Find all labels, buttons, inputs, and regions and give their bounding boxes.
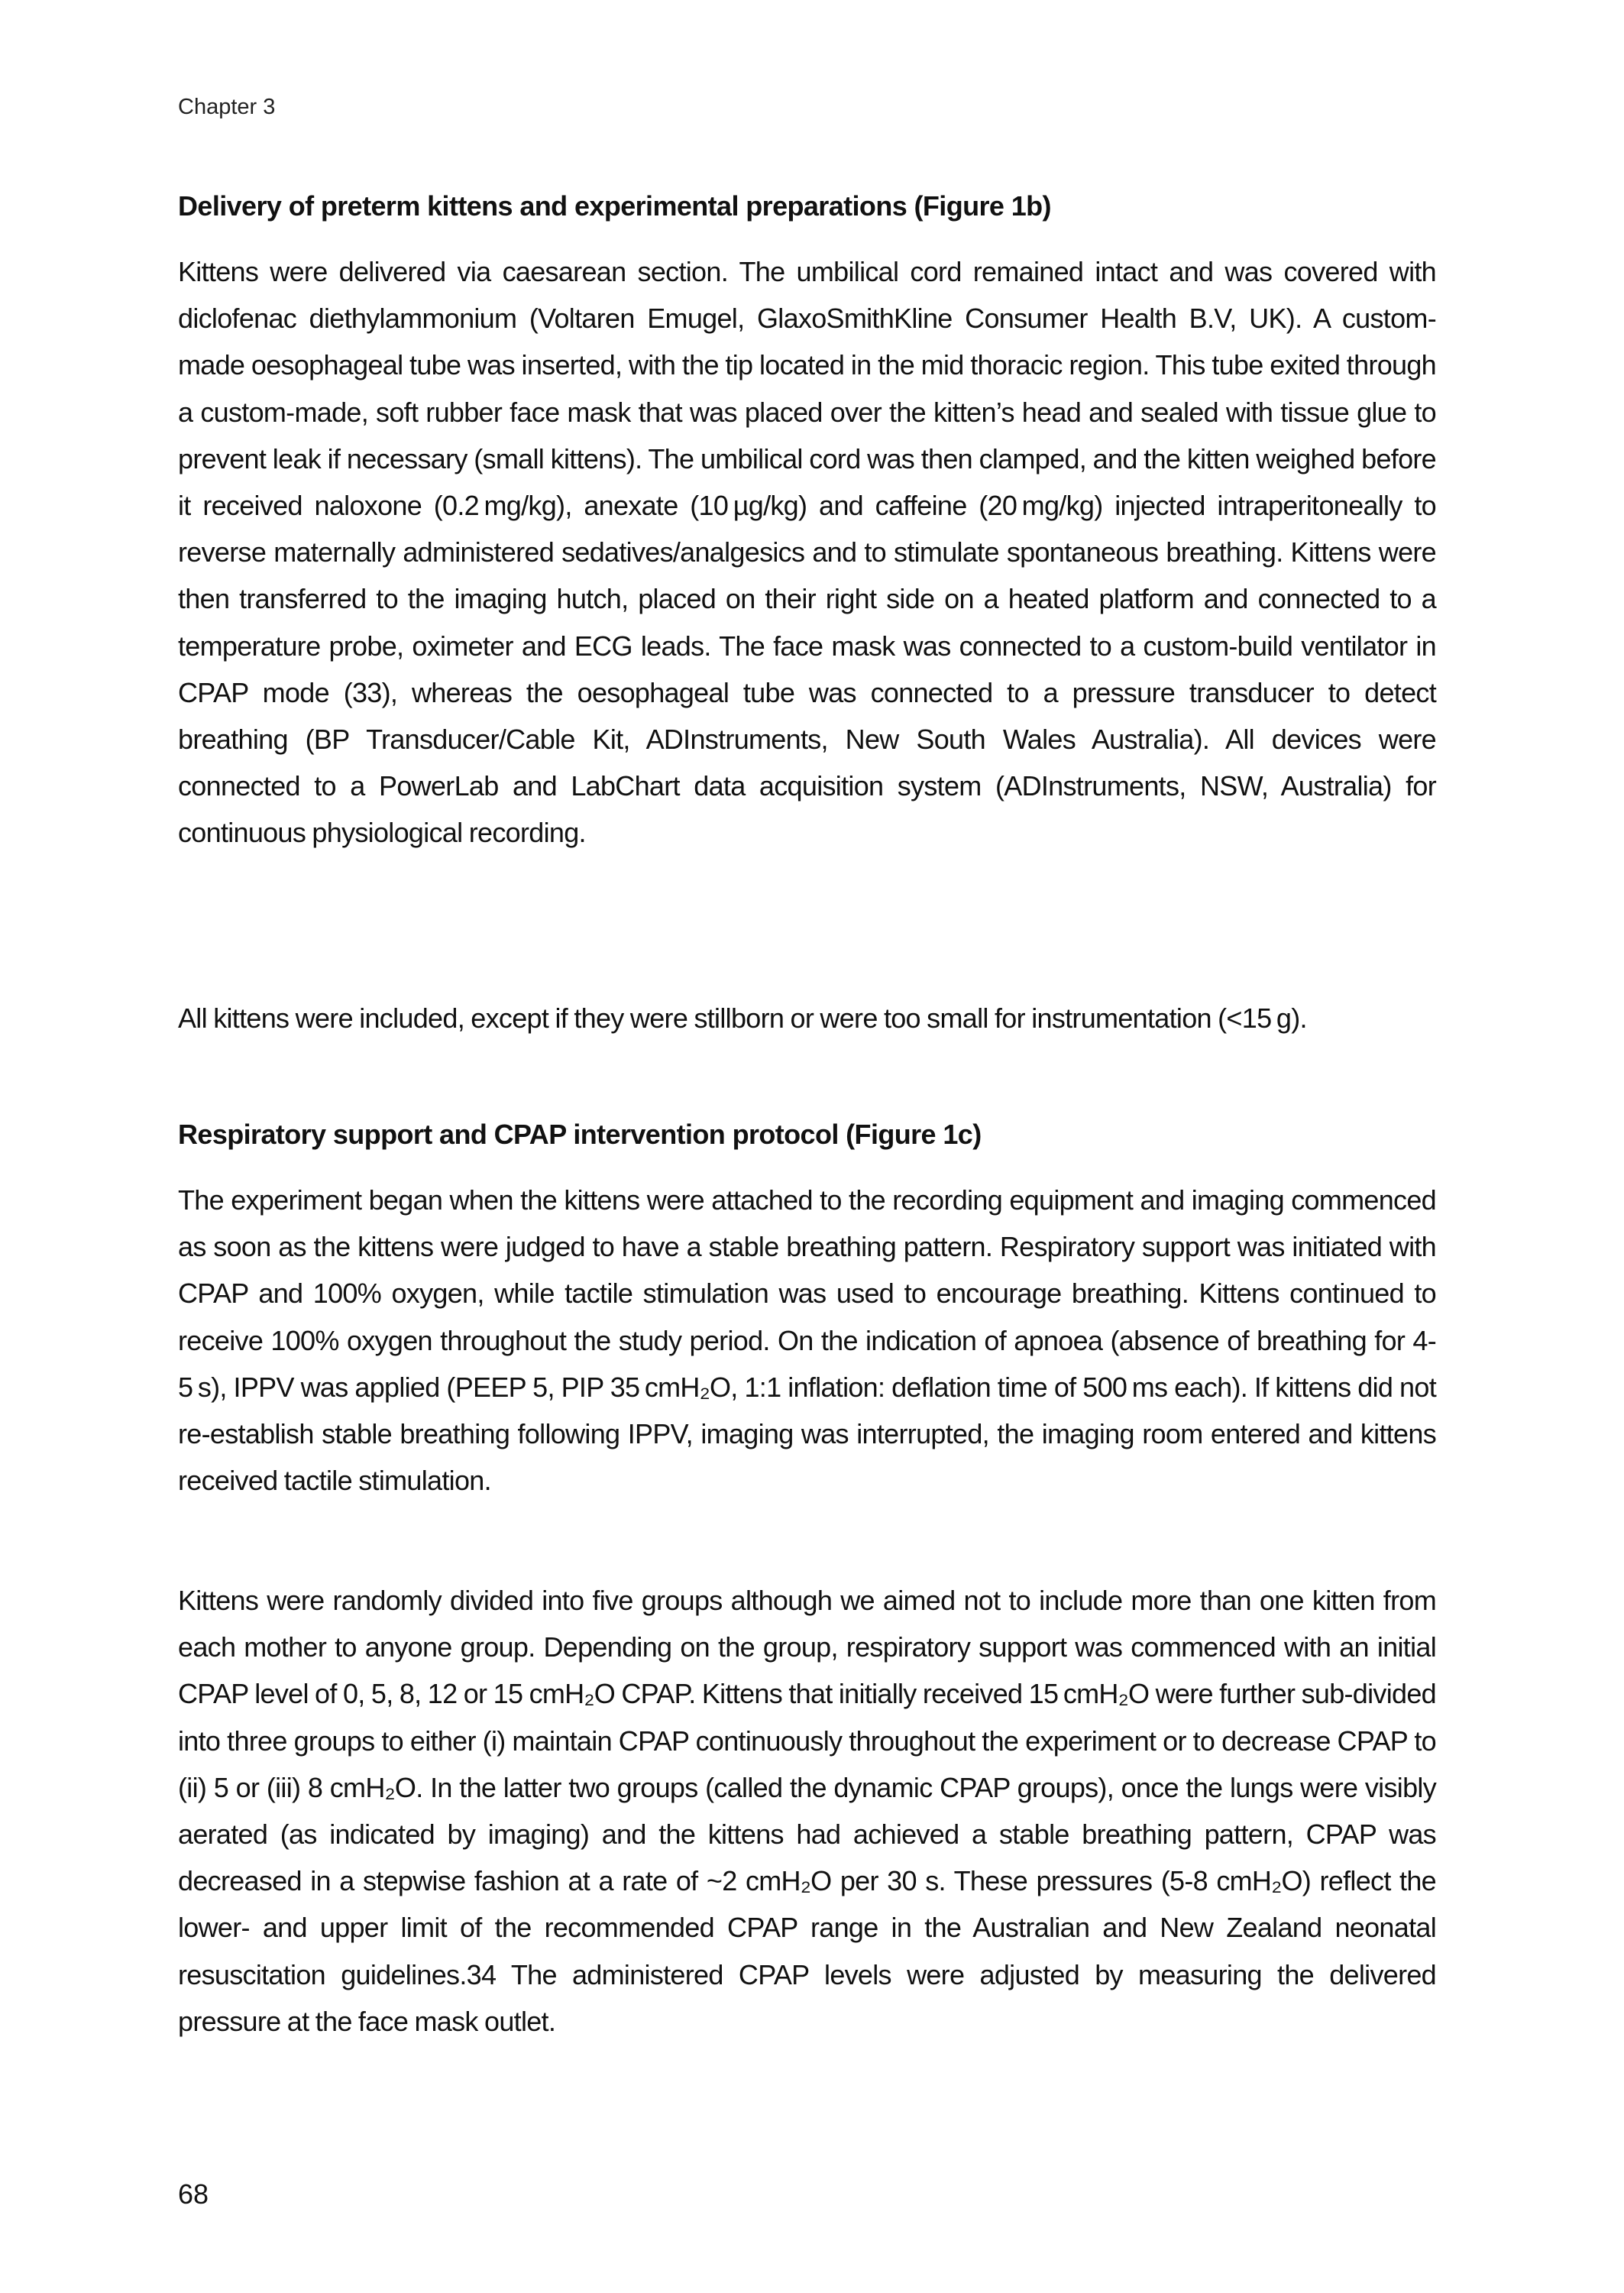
- section-heading-respiratory-support: Respiratory support and CPAP intervention protocol (Figure 1c): [178, 1119, 982, 1150]
- paragraph-experiment-start: The experiment began when the kittens were attached to the recording equipment and imaging commenced as soon as the kittens were judged to have a stable breathing pattern. Respiratory support was initiated with CPAP and 100% oxygen, while tactile stimulation was used to encourage breathing. Kittens continued to receive 100% oxygen throughout the study period. On the indication of apnoea (absence of breathing for 4-5 s), IPPV was applied (PEEP 5, PIP 35 cmH₂O, 1:1 inflation: deflation time of 500 ms each). If kittens did not re-establish stable breathing following IPPV, imaging was interrupted, the imaging room entered and kittens received tactile stimulation.: [178, 1184, 1436, 1497]
- paragraph-delivery-procedure: Kittens were delivered via caesarean section. The umbilical cord remained intact and was covered with diclofenac diethylammonium (Voltaren Emugel, GlaxoSmithKline Consumer Health B.V, UK). A custom-made oesophageal tube was inserted, with the tip located in the mid thoracic region. This tube exited through a custom-made, soft rubber face mask that was placed over the kitten’s head and sealed with tissue glue to prevent leak if necessary (small kittens). The umbilical cord was then clamped, and the kitten weighed before it received naloxone (0.2 mg/kg), anexate (10 µg/kg) and caffeine (20 mg/kg) injected intraperitoneally to reverse maternally administered sedatives/analgesics and to stimulate spontaneous breathing. Kittens were then transferred to the imaging hutch, placed on their right side on a heated platform and connected to a temperature probe, oximeter and ECG leads. The face mask was connected to a custom-build ventilator in CPAP mode (33), whereas the oesophageal tube was connected to a pressure transducer to detect breathing (BP Transducer/Cable Kit, ADInstruments, New South Wales Australia). All devices were connected to a PowerLab and LabChart data acquisition system (ADInstruments, NSW, Australia) for continuous physiological recording.: [178, 256, 1436, 849]
- page-number: 68: [178, 2178, 209, 2210]
- paragraph-inclusion-criteria: All kittens were included, except if they were stillborn or were too small for instrumentation (<15 g).: [178, 1002, 1307, 1034]
- section-heading-delivery: Delivery of preterm kittens and experimental preparations (Figure 1b): [178, 190, 1051, 222]
- paragraph-group-allocation: Kittens were randomly divided into five groups although we aimed not to include more than one kitten from each mother to anyone group. Depending on the group, respiratory support was commenced with an initial CPAP level of 0, 5, 8, 12 or 15 cmH₂O CPAP. Kittens that initially received 15 cmH₂O were further sub-divided into three groups to either (i) maintain CPAP continuously throughout the experiment or to decrease CPAP to (ii) 5 or (iii) 8 cmH₂O. In the latter two groups (called the dynamic CPAP groups), once the lungs were visibly aerated (as indicated by imaging) and the kittens had achieved a stable breathing pattern, CPAP was decreased in a stepwise fashion at a rate of ~2 cmH₂O per 30 s. These pressures (5-8 cmH₂O) reflect the lower- and upper limit of the recommended CPAP range in the Australian and New Zealand neonatal resuscitation guidelines.34 The administered CPAP levels were adjusted by measuring the delivered pressure at the face mask outlet.: [178, 1585, 1436, 2037]
- running-header: Chapter 3: [178, 95, 276, 119]
